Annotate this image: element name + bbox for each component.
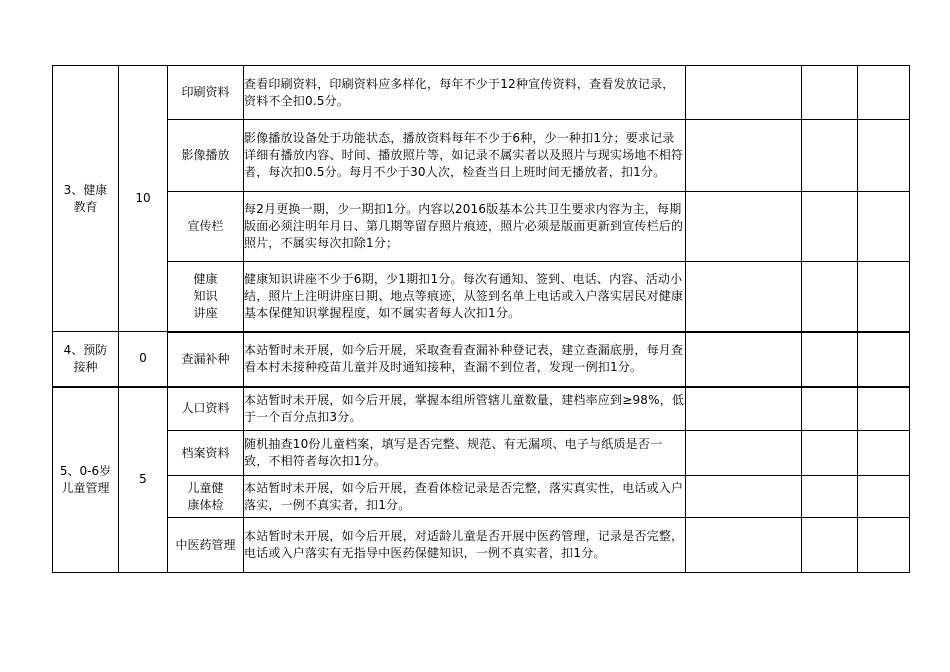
blank-cell <box>686 431 802 476</box>
table-row <box>53 476 910 518</box>
blank-cell <box>802 518 858 573</box>
table-row <box>53 120 910 192</box>
blank-cell <box>858 66 910 120</box>
blank-cell <box>686 476 802 518</box>
description-cell: 查看印刷资料，印刷资料应多样化，每年不少于12种宣传资料，查看发放记录，资料不全扣0.5分。 <box>244 66 686 120</box>
blank-cell <box>802 387 858 431</box>
score-cell: 5 <box>119 387 168 573</box>
table-row <box>53 262 910 332</box>
item-cell: 中医药管理 <box>168 518 244 573</box>
blank-cell <box>686 192 802 262</box>
assessment-table <box>52 65 910 573</box>
blank-cell <box>686 66 802 120</box>
item-cell: 宣传栏 <box>168 192 244 262</box>
table-row <box>53 332 910 387</box>
blank-cell <box>858 332 910 387</box>
blank-cell <box>686 518 802 573</box>
description-cell: 影像播放设备处于功能状态，播放资料每年不少于6种，少一种扣1分；要求记录详细有播放内容、时间、播放照片等，如记录不属实者以及照片与现实场地不相符者，每次扣0.5分。每月不少于30人次，检查当日上班时间无播放者，扣1分。 <box>244 120 686 192</box>
table-row <box>53 518 910 573</box>
item-cell: 档案资料 <box>168 431 244 476</box>
blank-cell <box>802 66 858 120</box>
blank-cell <box>802 476 858 518</box>
item-cell: 健康 知识 讲座 <box>168 262 244 332</box>
blank-cell <box>858 476 910 518</box>
item-cell: 印刷资料 <box>168 66 244 120</box>
item-cell: 影像播放 <box>168 120 244 192</box>
table-row <box>53 431 910 476</box>
description-cell: 本站暂时未开展，如今后开展，查看体检记录是否完整，落实真实性，电话或入户落实，一例不真实者，扣1分。 <box>244 476 686 518</box>
description-cell: 随机抽查10份儿童档案，填写是否完整、规范、有无漏项、电子与纸质是否一致，不相符者每次扣1分。 <box>244 431 686 476</box>
blank-cell <box>858 120 910 192</box>
blank-cell <box>802 332 858 387</box>
blank-cell <box>686 387 802 431</box>
blank-cell <box>802 431 858 476</box>
blank-cell <box>858 262 910 332</box>
blank-cell <box>686 120 802 192</box>
category-cell: 5、0-6岁 儿童管理 <box>53 387 119 573</box>
description-cell: 健康知识讲座不少于6期，少1期扣1分。每次有通知、签到、电话、内容、活动小结，照片上注明讲座日期、地点等痕迹，从签到名单上电话或入户落实居民对健康基本保健知识掌握程度，如不属实者每人次扣1分。 <box>244 262 686 332</box>
blank-cell <box>858 431 910 476</box>
category-cell: 3、健康 教育 <box>53 66 119 332</box>
description-cell: 每2月更换一期，少一期扣1分。内容以2016版基本公共卫生要求内容为主，每期版面必须注明年月日、第几期等留存照片痕迹，照片必须是版面更新到宣传栏后的照片，不属实每次扣除1分； <box>244 192 686 262</box>
item-cell: 儿童健 康体检 <box>168 476 244 518</box>
item-cell: 查漏补种 <box>168 332 244 387</box>
description-cell: 本站暂时未开展，如今后开展，采取查看查漏补种登记表，建立查漏底册，每月查看本村未接种疫苗儿童并及时通知接种，查漏不到位者，发现一例扣1分。 <box>244 332 686 387</box>
blank-cell <box>802 120 858 192</box>
table-row <box>53 387 910 431</box>
blank-cell <box>802 262 858 332</box>
blank-cell <box>858 518 910 573</box>
category-cell: 4、预防 接种 <box>53 332 119 387</box>
blank-cell <box>802 192 858 262</box>
table-row <box>53 192 910 262</box>
item-cell: 人口资料 <box>168 387 244 431</box>
table-row <box>53 66 910 120</box>
score-cell: 10 <box>119 66 168 332</box>
blank-cell <box>686 332 802 387</box>
score-cell: 0 <box>119 332 168 387</box>
blank-cell <box>858 192 910 262</box>
description-cell: 本站暂时未开展，如今后开展，掌握本组所管辖儿童数量，建档率应到≥98%，低于一个百分点扣3分。 <box>244 387 686 431</box>
blank-cell <box>686 262 802 332</box>
description-cell: 本站暂时未开展，如今后开展，对适龄儿童是否开展中医药管理，记录是否完整，电话或入户落实有无指导中医药保健知识，一例不真实者，扣1分。 <box>244 518 686 573</box>
blank-cell <box>858 387 910 431</box>
